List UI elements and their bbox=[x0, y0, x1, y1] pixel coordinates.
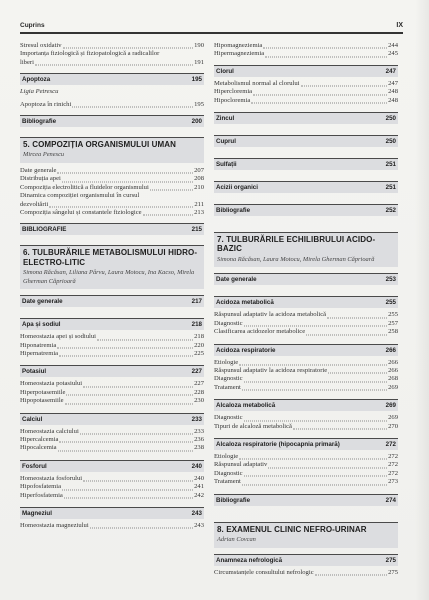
page-header bbox=[20, 22, 403, 34]
dot-leader bbox=[244, 476, 388, 477]
toc-entry[interactable]: Circumstanțele consultului nefrologic 275 bbox=[214, 568, 398, 576]
chapter-title: 8. EXAMENUL CLINIC NEFRO-URINAR bbox=[217, 524, 367, 534]
dot-leader bbox=[251, 102, 387, 103]
toc-entry[interactable]: Homeostazia fosforului 240 bbox=[20, 474, 204, 482]
dot-leader bbox=[62, 181, 193, 182]
toc-entry[interactable]: Etiologie 272 bbox=[214, 452, 398, 460]
dot-leader bbox=[63, 48, 194, 49]
dot-leader bbox=[268, 467, 387, 468]
toc-entry[interactable]: dezvoltării 211 bbox=[20, 200, 204, 208]
dot-leader bbox=[59, 442, 193, 443]
chapter-title: 5. COMPOZIȚIA ORGANISMULUI UMAN bbox=[23, 139, 177, 149]
dot-leader bbox=[328, 373, 387, 374]
toc-column-right bbox=[214, 42, 398, 582]
dot-leader bbox=[293, 428, 387, 429]
toc-section[interactable]: Alcaloza metabolică 269 bbox=[214, 399, 398, 411]
toc-entry[interactable]: Hipocloremia 248 bbox=[214, 96, 398, 104]
dot-leader bbox=[315, 574, 387, 575]
toc-entry[interactable]: Hipomagneziemia 244 bbox=[214, 41, 398, 49]
dot-leader bbox=[242, 484, 387, 485]
section-author: Ligia Petrescu bbox=[20, 88, 59, 96]
toc-entry[interactable]: Stresul oxidativ 190 bbox=[20, 41, 204, 49]
toc-section[interactable]: Magneziul 243 bbox=[20, 507, 204, 519]
toc-entry[interactable]: Etiologie 266 bbox=[214, 358, 398, 366]
toc-section[interactable]: Bibliografie 252 bbox=[214, 204, 398, 216]
toc-entry[interactable]: Hipermagneziemia 245 bbox=[214, 50, 398, 58]
toc-entry[interactable]: Apoptoza în rinichi 195 bbox=[20, 100, 204, 108]
dot-leader bbox=[306, 334, 387, 335]
toc-entry[interactable]: Tratament 273 bbox=[214, 478, 398, 486]
toc-section[interactable]: Fosforul 240 bbox=[20, 460, 204, 472]
toc-entry[interactable]: Compoziția sângelui și constantele fiziologice 213 bbox=[20, 208, 204, 216]
toc-entry[interactable]: Homeostazia calciului 233 bbox=[20, 427, 204, 435]
toc-entry[interactable]: Clasificarea acidozelor metabolice 258 bbox=[214, 328, 398, 336]
chapter-title: 7. TULBURĂRILE ECHILIBRULUI ACIDO-BAZIC bbox=[217, 234, 376, 254]
dot-leader bbox=[244, 420, 388, 421]
dot-leader bbox=[253, 94, 387, 95]
page-number: IX bbox=[396, 22, 403, 29]
toc-entry[interactable]: Răspunsul adaptativ la acidoza respiratorie 266 bbox=[214, 367, 398, 374]
chapter-title: 6. TULBURĂRILE METABOLISMULUI HIDRO-ELECTRO-LITIC bbox=[23, 248, 198, 267]
toc-entry[interactable]: Hipopotasemiile 230 bbox=[20, 397, 204, 405]
toc-section[interactable]: Zincul 250 bbox=[214, 112, 398, 124]
toc-entry[interactable]: Diagnostic 272 bbox=[214, 469, 398, 477]
toc-entry[interactable]: Date generale 207 bbox=[20, 166, 204, 174]
toc-section[interactable]: Acidoza respiratorie 266 bbox=[214, 344, 398, 356]
chapter-heading[interactable] bbox=[20, 137, 204, 163]
dot-leader bbox=[65, 403, 194, 404]
toc-entry[interactable]: Răspunsul adaptativ 272 bbox=[214, 461, 398, 469]
toc-section[interactable]: Calciul 233 bbox=[20, 413, 204, 425]
dot-leader bbox=[263, 48, 387, 49]
toc-section[interactable]: Acidoza metabolică 255 bbox=[214, 296, 398, 308]
dot-leader bbox=[242, 390, 387, 391]
toc-section[interactable]: Apa și sodiul 218 bbox=[20, 318, 204, 330]
dot-leader bbox=[239, 459, 387, 460]
dot-leader bbox=[150, 190, 193, 191]
toc-entry[interactable]: Hiperfosfatemia 242 bbox=[20, 491, 204, 499]
chapter-heading[interactable] bbox=[20, 245, 204, 289]
toc-entry[interactable]: Hiponatremia 220 bbox=[20, 341, 204, 349]
toc-entry[interactable]: Diagnostic 257 bbox=[214, 319, 398, 327]
toc-entry[interactable]: Hipercalcemia 236 bbox=[20, 436, 204, 444]
dot-leader bbox=[143, 215, 194, 216]
chapter-authors: Adrian Covcan bbox=[217, 536, 256, 544]
dot-leader bbox=[35, 65, 193, 66]
page-edge-shadow bbox=[415, 0, 429, 600]
dot-leader bbox=[58, 450, 193, 451]
toc-entry[interactable]: Homeostazia potasiului 227 bbox=[20, 380, 204, 388]
toc-entry[interactable]: Tratament 269 bbox=[214, 383, 398, 391]
toc-entry[interactable]: Compoziția electrolitică a fluidelor organismului 210 bbox=[20, 183, 204, 191]
chapter-heading[interactable] bbox=[214, 232, 398, 268]
dot-leader bbox=[97, 339, 193, 340]
toc-section[interactable]: Date generale 217 bbox=[20, 295, 204, 307]
toc-entry[interactable]: Homeostazia apei și sodiului 218 bbox=[20, 333, 204, 341]
dot-leader bbox=[83, 386, 193, 387]
dot-leader bbox=[66, 395, 193, 396]
dot-leader bbox=[244, 381, 388, 382]
dot-leader bbox=[57, 348, 193, 349]
toc-entry[interactable]: Importanța fiziologică și fiziopatologică a radicalilor bbox=[20, 50, 160, 58]
toc-entry[interactable]: liberi 191 bbox=[20, 58, 204, 66]
dot-leader bbox=[64, 497, 193, 498]
toc-section[interactable]: Bibliografie 274 bbox=[214, 494, 398, 506]
dot-leader bbox=[327, 317, 387, 318]
toc-entry[interactable]: Distribuția apei 208 bbox=[20, 175, 204, 183]
toc-section[interactable]: Date generale 253 bbox=[214, 273, 398, 285]
dot-leader bbox=[244, 326, 388, 327]
toc-section[interactable]: BIBLIOGRAFIE 215 bbox=[20, 223, 204, 235]
toc-section[interactable]: Clorul 247 bbox=[214, 65, 398, 77]
toc-entry[interactable]: Hipernatremia 225 bbox=[20, 350, 204, 358]
header-rule bbox=[20, 32, 403, 34]
toc-entry[interactable]: Diagnostic 268 bbox=[214, 375, 398, 383]
toc-section[interactable]: Cuprul 250 bbox=[214, 135, 398, 147]
dot-leader bbox=[301, 86, 388, 87]
chapter-authors: Mircea Penescu bbox=[23, 151, 65, 159]
toc-section[interactable]: Apoptoza 195 bbox=[20, 73, 204, 85]
toc-section[interactable]: Bibliografie 200 bbox=[20, 115, 204, 127]
dot-leader bbox=[62, 489, 193, 490]
toc-entry[interactable]: Diagnostic 269 bbox=[214, 414, 398, 422]
toc-entry[interactable]: Răspunsul adaptativ la acidoza metabolică 255 bbox=[214, 311, 398, 319]
chapter-heading[interactable] bbox=[214, 522, 398, 548]
dot-leader bbox=[57, 173, 193, 174]
toc-entry[interactable]: Hipercloremia 248 bbox=[214, 88, 398, 96]
toc-entry[interactable]: Hiperpotasemiile 228 bbox=[20, 388, 204, 396]
toc-entry[interactable]: Hipocalcemia 238 bbox=[20, 444, 204, 452]
dot-leader bbox=[59, 356, 193, 357]
toc-section[interactable]: Anamneza nefrologică 275 bbox=[214, 554, 398, 566]
running-head: Cuprins bbox=[20, 22, 45, 29]
dot-leader bbox=[49, 206, 193, 207]
toc-entry[interactable]: Hipofosfatemia 241 bbox=[20, 483, 204, 491]
dot-leader bbox=[83, 481, 193, 482]
dot-leader bbox=[239, 365, 387, 366]
chapter-authors: Simona Răcăsan, Liliana Pârvu, Laura Motocu, Ina Kacso, Mirela Gherman Căprioară bbox=[23, 269, 195, 285]
toc-entry[interactable]: Dinamica compoziției organismului în cursul bbox=[20, 192, 140, 200]
toc-entry[interactable]: Tipuri de alcaloză metabolică 270 bbox=[214, 422, 398, 430]
toc-section[interactable]: Sulfații 251 bbox=[214, 158, 398, 170]
toc-entry[interactable]: Homeostazia magneziului 243 bbox=[20, 521, 204, 529]
toc-section[interactable]: Alcaloza respiratorie (hipocapnia primară) 272 bbox=[214, 438, 398, 450]
dot-leader bbox=[80, 434, 193, 435]
toc-section[interactable]: Acizii organici 251 bbox=[214, 181, 398, 193]
toc-column-left bbox=[20, 42, 204, 535]
chapter-authors: Simona Răcăsan, Laura Motocu, Mirela Gherman Căprioară bbox=[217, 255, 375, 263]
toc-entry[interactable]: Metabolismul normal al clorului 247 bbox=[214, 79, 398, 87]
dot-leader bbox=[90, 528, 193, 529]
toc-section[interactable]: Potasiul 227 bbox=[20, 365, 204, 377]
dot-leader bbox=[265, 56, 387, 57]
